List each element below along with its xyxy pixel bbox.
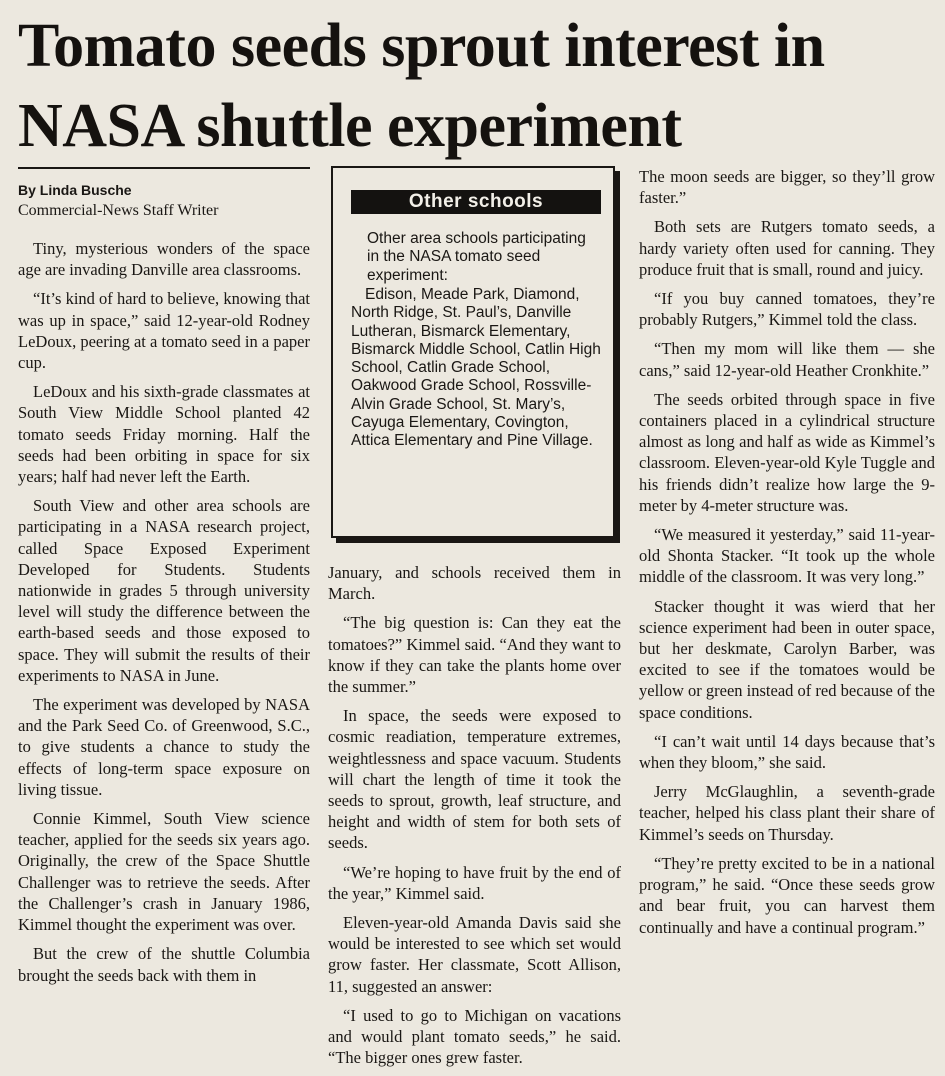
byline-rule: [18, 167, 310, 169]
byline-title: Commercial-News Staff Writer: [18, 202, 219, 219]
paragraph: “It’s kind of hard to believe, knowing that was up in space,” said 12-year-old Rodney LeDoux, peering at a tomato seed in a paper cup.: [18, 289, 310, 373]
paragraph: Stacker thought it was wierd that her science experiment had been in outer space, but her deskmate, Carolyn Barber, was excited to see if the tomatoes would be yellow or green instead of red because of the space conditions.: [639, 596, 935, 722]
byline-author: By Linda Busche: [18, 182, 132, 198]
paragraph: Both sets are Rutgers tomato seeds, a hardy variety often used for canning. They produce fruit that is small, round and juicy.: [639, 217, 935, 279]
paragraph: Eleven-year-old Amanda Davis said she would be interested to see which set would grow faster. Her classmate, Scott Allison, 11, suggested an answer:: [328, 913, 621, 996]
paragraph: Jerry McGlaughlin, a seventh-grade teacher, helped his class plant their share of Kimmel’s seeds on Thursday.: [639, 782, 935, 844]
sidebar-title: Other schools: [351, 190, 601, 214]
paragraph: “We measured it yesterday,” said 11-year-old Shonta Stacker. “It took up the whole middle of the classroom. It was very long.”: [639, 525, 935, 587]
paragraph: The experiment was developed by NASA and the Park Seed Co. of Greenwood, S.C., to give students a chance to study the effects of long-term space exposure on living tissue.: [18, 695, 310, 799]
paragraph: Tiny, mysterious wonders of the space age are invading Danville area classrooms.: [18, 239, 310, 280]
sidebar-school-list: Edison, Meade Park, Diamond, North Ridge, St. Paul’s, Danville Lutheran, Bismarck Elementary, Bismarck Middle School, Catlin High School, Catlin Grade School, Oakwood Grade School, Rossville-Alvin Grade School, St. Mary’s, Cayuga Elementary, Covington, Attica Elementary and Pine Village.: [351, 286, 601, 450]
paragraph: The seeds orbited through space in five containers placed in a cylindrical structure almost as long and half as wide as Kimmel’s classroom. Eleven-year-old Kyle Tuggle and his friends didn’t realize how large the 9-meter by 4-meter structure was.: [639, 389, 935, 515]
paragraph: But the crew of the shuttle Columbia brought the seeds back with them in: [18, 944, 310, 985]
paragraph: South View and other area schools are participating in a NASA research project, called Space Exposed Experiment Developed for Students. Students nationwide in grades 5 through university level will study the difference between the earth-based seeds and those exposed to space. They will submit the results of their experiments to NASA in June.: [18, 496, 310, 685]
article-column-2: [328, 562, 621, 1076]
paragraph: “If you buy canned tomatoes, they’re probably Rutgers,” Kimmel told the class.: [639, 289, 935, 330]
paragraph: “We’re hoping to have fruit by the end of the year,” Kimmel said.: [328, 862, 621, 903]
paragraph: January, and schools received them in March.: [328, 563, 621, 604]
paragraph: In space, the seeds were exposed to cosmic readiation, temperature extremes, weightlessness and space vacuum. Students will chart the length of time it took the seeds to sprout, growth, leaf structure, and height and width of stem for both sets of seeds.: [328, 706, 621, 853]
article-column-1: [18, 238, 310, 994]
sidebar-box: [331, 166, 615, 538]
headline: Tomato seeds sprout interest in NASA shuttle experiment: [18, 12, 825, 160]
byline: [18, 180, 310, 221]
paragraph: “They’re pretty excited to be in a national program,” he said. “Once these seeds grow and bear fruit, you can harvest them continually and have a continual program.”: [639, 853, 935, 937]
paragraph: The moon seeds are bigger, so they’ll grow faster.”: [639, 167, 935, 208]
paragraph: LeDoux and his sixth-grade classmates at South View Middle School planted 42 tomato seeds Friday morning. Half the seeds had been orbiting in space for six years; half had never left the Earth.: [18, 382, 310, 487]
sidebar-intro: Other area schools participating in the NASA tomato seed experiment:: [367, 230, 586, 284]
paragraph: “I can’t wait until 14 days because that’s when they bloom,” she said.: [639, 731, 935, 773]
paragraph: “The big question is: Can they eat the tomatoes?” Kimmel said. “And they want to know if they can take the plants home over the summer.”: [328, 613, 621, 697]
article-column-3: [639, 166, 935, 946]
paragraph: “I used to go to Michigan on vacations and would plant tomato seeds,” he said. “The bigger ones grew faster.: [328, 1005, 621, 1068]
paragraph: Connie Kimmel, South View science teacher, applied for the seeds six years ago. Originally, the crew of the Space Shuttle Challenger was to retrieve the seeds. After the Challenger’s crash in January 1986, Kimmel thought the experiment was over.: [18, 809, 310, 935]
paragraph: “Then my mom will like them — she cans,” said 12-year-old Heather Cronkhite.”: [639, 339, 935, 380]
